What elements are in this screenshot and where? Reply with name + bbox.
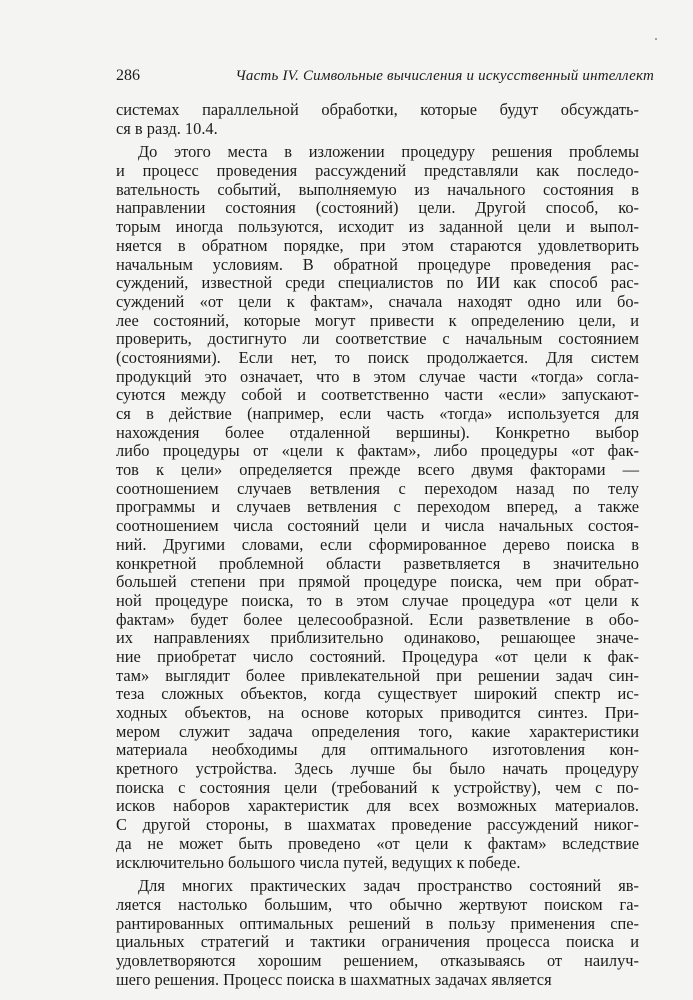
- text-line: их направлениях приблизительно одинаково, решающее значе-: [116, 628, 639, 648]
- text-line: фактам» будет более целесообразной. Если разветвление в обо-: [116, 609, 639, 629]
- text-line: вательность событий, выполняемую из начального состояния в: [116, 179, 639, 199]
- text-line: продукций это означает, что в этом случае части «тогда» согла-: [116, 366, 639, 386]
- text-line: ляется настолько большим, что обычно жертвуют поиском га-: [116, 894, 639, 914]
- text-line: суждений, известной среди специалистов по ИИ как способ рас-: [116, 273, 639, 293]
- text-line: соотношением случаев ветвления с переходом назад по телу: [116, 478, 639, 498]
- text-line: ной процедуре поиска, то в этом случае процедура «от цели к: [116, 590, 639, 610]
- text-line: ние приобретат число состояний. Процедура «от цели к фак-: [116, 646, 639, 666]
- text-line: ний. Другими словами, если сформированное дерево поиска в: [116, 534, 639, 554]
- text-line: материала необходимы для оптимального изготовления кон-: [116, 740, 639, 760]
- text-line: шего решения. Процесс поиска в шахматных задачах является: [116, 969, 552, 989]
- text-line: Для многих практических задач пространство состояний яв-: [138, 876, 639, 896]
- text-line: большей степени при прямой процедуре поиска, чем при обрат-: [116, 572, 639, 592]
- text-line: начальным условиям. В обратной процедуре проведения рас-: [116, 254, 639, 274]
- text-line: кретного устройства. Здесь лучше бы было начать процедуру: [116, 759, 639, 779]
- text-line: нахождения более отдаленной вершины). Конкретно выбор: [116, 422, 639, 442]
- text-line: и процесс проведения рассуждений представляли как последо-: [116, 161, 639, 181]
- text-line: няется в обратном порядке, при этом стараются удовлетворить: [116, 235, 639, 255]
- text-line: да не может быть проведено «от цели к фактам» вследствие: [116, 833, 639, 853]
- text-line: удовлетворяются хорошим решением, отказываясь от наилуч-: [116, 950, 639, 970]
- running-head: Часть IV. Символьные вычисления и искусственный интеллект: [235, 68, 654, 84]
- text-line: программы и случаев ветвления с переходом вперед, а также: [116, 497, 639, 517]
- text-line: направлении состояния (состояний) цели. Другой способ, ко-: [116, 198, 639, 218]
- text-line: поиска с состояния цели (требований к устройству), чем с по-: [116, 777, 639, 797]
- text-line: исключительно большого числа путей, ведущих к победе.: [116, 852, 521, 872]
- paragraph: [116, 877, 639, 989]
- text-line: суются между собой и соответственно части «если» запускают-: [116, 385, 639, 405]
- text-line: системах параллельной обработки, которые будут обсуждать-: [116, 100, 639, 119]
- text-line: ся в действие (например, если часть «тогда» используется для: [116, 404, 639, 423]
- body-text: [116, 101, 639, 989]
- text-line: циальных стратегий и тактики ограничения процесса поиска и: [116, 932, 639, 952]
- text-line: (состояниями). Если нет, то поиск продолжается. Для систем: [116, 347, 639, 367]
- text-line: лее состояний, которые могут привести к определению цели, и: [116, 310, 639, 330]
- text-line: исков наборов характеристик для всех возможных материалов.: [116, 796, 639, 816]
- text-line: рантированных оптимальных решений в пользу применения спе-: [116, 913, 639, 933]
- scan-speck: [655, 38, 657, 40]
- paragraph: [116, 143, 639, 872]
- text-line: С другой стороны, в шахматах проведение рассуждений никог-: [116, 815, 639, 835]
- text-line: проверить, достигнуто ли соответствие с начальным состоянием: [116, 329, 639, 349]
- page-header: [116, 64, 654, 88]
- text-line: До этого места в изложении процедуру решения проблемы: [138, 142, 639, 162]
- text-line: ходных объектов, на основе которых приводится синтез. При-: [116, 703, 639, 722]
- page-number: 286: [116, 67, 140, 84]
- text-line: тов к цели» определяется прежде всего двумя факторами —: [116, 460, 639, 480]
- text-line: теза сложных объектов, когда существует широкий спектр ис-: [116, 684, 639, 704]
- text-line: соотношением числа состояний цели и числа начальных состоя-: [116, 516, 639, 536]
- text-line: торым иногда пользуются, исходит из заданной цели и выпол-: [116, 217, 639, 237]
- text-line: либо процедуры от «цели к фактам», либо процедуры «от фак-: [116, 441, 639, 461]
- text-line: ся в разд. 10.4.: [116, 118, 218, 138]
- text-line: там» выглядит более привлекательной при решении задач син-: [116, 665, 639, 685]
- paragraph: [116, 101, 639, 138]
- text-line: суждений «от цели к фактам», сначала находят одно или бо-: [116, 291, 639, 311]
- text-line: конкретной проблемной области разветвляется в значительно: [116, 553, 639, 573]
- text-line: мером служит задача определения того, какие характеристики: [116, 721, 639, 741]
